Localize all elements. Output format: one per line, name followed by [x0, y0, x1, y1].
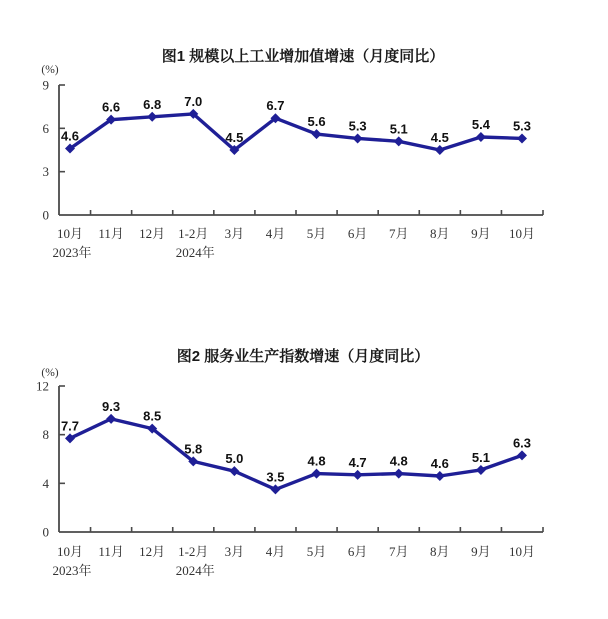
data-point-marker: [476, 465, 486, 475]
x-month-label: 5月: [306, 226, 327, 241]
y-tick-label: 6: [42, 120, 49, 136]
data-point-value-label: 4.7: [348, 454, 367, 470]
data-point-marker: [147, 112, 157, 122]
x-month-label: 12月: [139, 544, 166, 559]
y-tick-label: 9: [42, 77, 49, 93]
x-month-label: 10月: [508, 226, 536, 241]
chart2-unit-label: (%): [41, 367, 59, 379]
data-point-marker: [517, 133, 527, 143]
x-month-label: 9月: [471, 226, 491, 241]
data-point-marker: [394, 469, 404, 479]
series-line: [70, 419, 522, 490]
data-point-marker: [353, 470, 363, 480]
data-point-value-label: 6.3: [512, 435, 532, 451]
data-point-value-label: 4.5: [225, 130, 244, 145]
data-point-value-label: 4.6: [60, 128, 80, 144]
x-month-label: 5月: [306, 544, 327, 559]
data-point-marker: [476, 132, 486, 142]
y-tick-label: 3: [42, 164, 49, 180]
x-year-label: 2023年: [52, 563, 92, 578]
data-point-marker: [270, 484, 280, 494]
data-point-marker: [517, 450, 527, 460]
chart1-plot-area: [43, 78, 544, 261]
series-line: [70, 114, 522, 150]
x-month-label: 3月: [224, 226, 245, 241]
x-month-label: 7月: [388, 226, 409, 241]
data-point-marker: [353, 133, 363, 143]
x-month-label: 10月: [508, 544, 536, 559]
data-point-value-label: 4.6: [430, 456, 449, 472]
chart2-title: 图2 服务业生产指数增速（月度同比）: [176, 348, 430, 365]
data-point-marker: [435, 471, 445, 481]
data-point-value-label: 5.4: [471, 117, 490, 132]
data-point-value-label: 5.1: [471, 449, 490, 465]
data-point-value-label: 3.5: [266, 469, 285, 485]
chart1-unit-label: (%): [41, 64, 59, 76]
data-point-value-label: 5.0: [225, 451, 244, 467]
x-month-label: 3月: [224, 544, 245, 559]
x-month-label: 9月: [471, 544, 491, 559]
x-month-label: 12月: [139, 226, 166, 241]
data-point-value-label: 8.5: [143, 408, 162, 424]
data-point-marker: [435, 145, 445, 155]
x-month-label: 1-2月: [178, 544, 209, 559]
x-year-label: 2024年: [175, 563, 215, 578]
data-point-value-label: 5.3: [512, 118, 532, 134]
data-point-value-label: 5.6: [307, 114, 326, 130]
data-point-value-label: 6.8: [143, 96, 162, 112]
data-point-marker: [312, 129, 322, 139]
x-year-label: 2023年: [52, 245, 92, 260]
y-tick-label: 12: [36, 378, 49, 394]
data-point-marker: [394, 136, 404, 146]
x-month-label: 8月: [430, 226, 450, 241]
data-point-value-label: 6.6: [102, 99, 121, 115]
x-month-label: 7月: [388, 544, 409, 559]
data-point-value-label: 4.5: [430, 130, 449, 145]
x-month-label: 10月: [56, 544, 84, 559]
chart1-title: 图1 规模以上工业增加值增速（月度同比）: [161, 48, 445, 65]
data-point-value-label: 9.3: [102, 398, 121, 414]
x-month-label: 6月: [347, 226, 368, 241]
x-month-label: 4月: [265, 226, 286, 241]
x-month-label: 6月: [347, 544, 368, 559]
data-point-value-label: 7.7: [60, 418, 80, 434]
data-point-value-label: 5.8: [184, 441, 203, 457]
data-point-marker: [229, 466, 239, 476]
data-point-value-label: 6.7: [266, 98, 285, 114]
x-month-label: 1-2月: [178, 226, 209, 241]
x-month-label: 8月: [430, 544, 450, 559]
data-point-value-label: 5.1: [389, 121, 408, 137]
y-tick-label: 4: [42, 475, 49, 491]
data-point-value-label: 5.3: [348, 118, 367, 134]
x-month-label: 4月: [265, 544, 286, 559]
data-point-value-label: 7.0: [184, 93, 203, 109]
y-tick-label: 8: [42, 427, 49, 443]
x-month-label: 11月: [98, 226, 124, 241]
x-year-label: 2024年: [175, 245, 215, 260]
y-tick-label: 0: [42, 524, 49, 540]
x-month-label: 10月: [56, 226, 84, 241]
chart2-plot-area: [36, 379, 543, 579]
data-point-value-label: 4.8: [307, 453, 326, 469]
x-month-label: 11月: [98, 544, 124, 559]
y-tick-label: 0: [42, 207, 49, 223]
data-point-marker: [312, 469, 322, 479]
data-point-value-label: 4.8: [389, 453, 408, 469]
